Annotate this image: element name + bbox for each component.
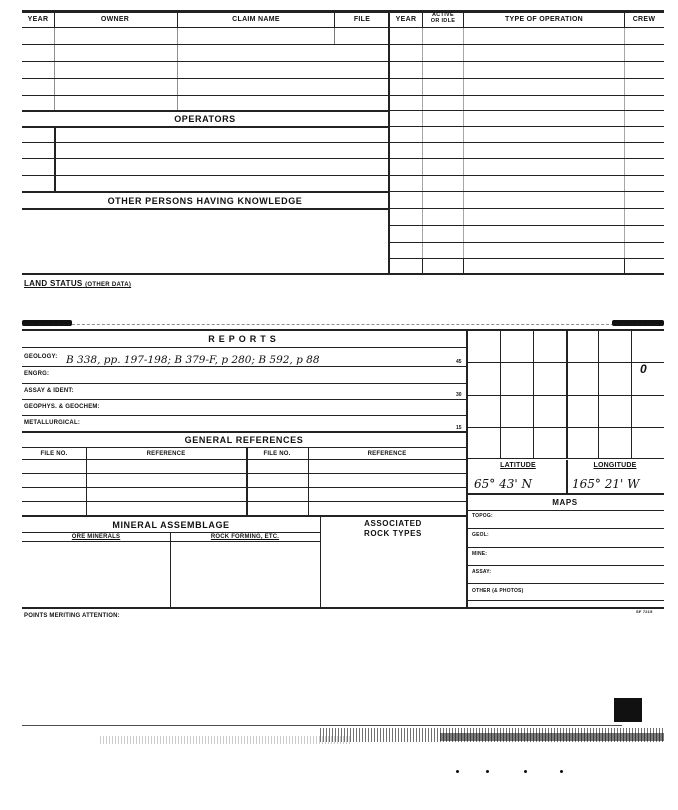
header-year-2: YEAR [395,16,417,23]
header-or-idle: OR IDLE [430,18,456,24]
general-references-title: GENERAL REFERENCES [184,435,304,445]
maps-mine: MINE: [472,551,488,557]
gr-file-no-2: FILE NO. [263,451,291,457]
reports-title: REPORTS [208,334,280,344]
maps-title: MAPS [552,498,578,507]
header-type-of-operation: TYPE OF OPERATION [504,16,584,23]
header-claim-name: CLAIM NAME [232,16,280,23]
latitude-label: LATITUDE [500,462,536,469]
points-meriting-attention: POINTS MERITING ATTENTION: [24,613,120,619]
geology-num: 45 [456,359,462,365]
longitude-label: LONGITUDE [593,462,637,469]
header-owner: OWNER [100,16,130,23]
gr-reference-1: REFERENCE [146,451,186,457]
gr-file-no-1: FILE NO. [40,451,68,457]
land-status [24,279,131,288]
rock-forming-label: ROCK FORMING, ETC. [210,534,280,540]
gr-reference-2: REFERENCE [367,451,407,457]
engrg-label: ENGRG: [24,371,50,377]
geophys-label: GEOPHYS. & GEOCHEM: [24,404,100,410]
metallurgical-num: 15 [456,425,462,431]
maps-assay: ASSAY: [472,569,492,575]
form-number: SF 7215 [636,609,653,614]
operators-title: OPERATORS [174,114,236,124]
ore-minerals-label: ORE MINERALS [71,534,121,540]
associated-label: ASSOCIATED [364,519,422,528]
associated-rock-types [320,519,466,539]
grid-mark: 0 [640,362,647,376]
header-crew: CREW [632,16,656,23]
assay-num: 30 [456,392,462,398]
rock-types-label: ROCK TYPES [363,529,422,538]
header-active-or-idle [422,12,464,24]
mineral-assemblage-title: MINERAL ASSEMBLAGE [112,520,230,530]
maps-topog: TOPOG: [472,513,493,519]
longitude-value: 165° 21' W [572,477,640,491]
metallurgical-label: METALLURGICAL: [24,420,81,426]
assay-label: ASSAY & IDENT: [24,388,74,394]
land-status-sub: (OTHER DATA) [85,282,132,288]
latitude-value: 65° 43' N [474,477,532,491]
header-file: FILE [353,16,371,23]
maps-geol: GEOL: [472,532,489,538]
land-status-label: LAND STATUS [24,279,83,288]
geology-label: GEOLOGY: [24,354,58,360]
other-persons-title: OTHER PERSONS HAVING KNOWLEDGE [107,196,303,206]
geology-value: B 338, pp. 197-198; B 379-F, p 280; B 592, p 88 [66,354,320,366]
header-active: ACTIVE [432,12,454,18]
header-year: YEAR [27,16,49,23]
maps-other: OTHER (& PHOTOS) [472,588,524,594]
